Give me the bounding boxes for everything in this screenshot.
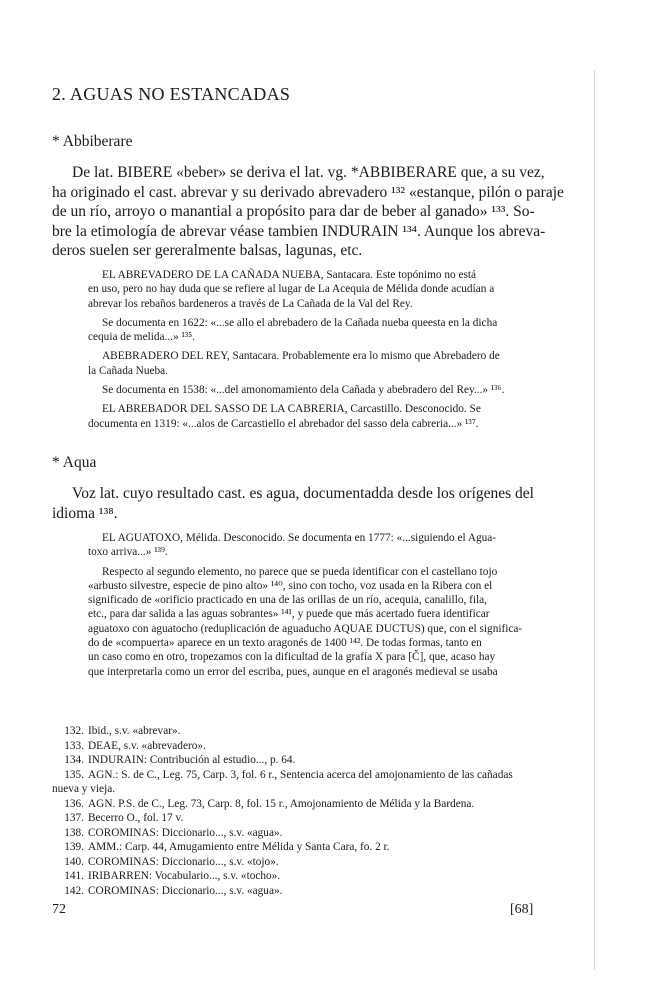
right-margin-rule xyxy=(594,70,595,970)
footnote xyxy=(52,884,542,899)
footnote-number: 136. xyxy=(64,797,84,810)
toponym-line: Respecto al segundo elemento, no parece que se pueda identificar con el castellano tojo xyxy=(102,565,498,578)
toponym-line: abrevar los rebaños bardeneros a través de La Cañada de la Val del Rey. xyxy=(88,297,413,310)
toponym-line: do de «compuerta» aparece en un texto aragonés de 1400 ¹⁴². De todas formas, tanto en xyxy=(88,637,482,650)
section-title: 2. AGUAS NO ESTANCADAS xyxy=(52,84,291,104)
toponym-line: que interpretarla como un error del escriba, pues, aunque en el aragonés medieval se usaba xyxy=(88,665,498,678)
footnote xyxy=(52,724,542,739)
toponym-line: ABEBRADERO DEL REY, Santacara. Probablemente era lo mismo que Abrebadero de xyxy=(102,350,500,363)
footnote-text: DEAE, s.v. «abrevadero». xyxy=(88,739,206,752)
toponym-line: Se documenta en 1538: «...del amonomamiento dela Cañada y abebradero del Rey...» ¹³⁶. xyxy=(102,384,505,397)
footnote-text: Becerro O., fol. 17 v. xyxy=(88,812,184,824)
paragraph-line: Voz lat. cuyo resultado cast. es agua, documentadda desde los orígenes del xyxy=(72,485,534,502)
footnote xyxy=(52,869,542,884)
toponym-line: la Cañada Nueba. xyxy=(88,364,168,377)
page-number-left: 72 xyxy=(52,902,66,917)
footnote-number: 139. xyxy=(64,841,84,853)
toponym-line: significado de «orificio practicado en una de las orillas de un río, acequia, canalillo, fila, xyxy=(88,594,488,607)
footnote-text: IRIBARREN: Vocabulario..., s.v. «tocho». xyxy=(88,870,281,882)
footnote-continuation xyxy=(52,782,542,797)
entry-paragraph-aqua xyxy=(52,484,540,523)
footnote xyxy=(52,826,542,841)
toponym-line: EL ABREVADERO DE LA CAÑADA NUEBA, Santacara. Este topónimo no está xyxy=(102,269,477,281)
paragraph-line: bre la etimología de abrevar véase tambien INDURAIN ¹³⁴. Aunque los abreva- xyxy=(52,222,546,240)
toponym-line: etc., para dar salida a las aguas sobrantes» ¹⁴¹, y puede que más acertado fuera identificar xyxy=(88,608,490,621)
footnote xyxy=(52,811,542,826)
footnote-text: AMM.: Carp. 44, Amugamiento entre Mélida y Santa Cara, fo. 2 r. xyxy=(88,841,390,853)
toponym-line: EL AGUATOXO, Mélida. Desconocido. Se documenta en 1777: «...siguiendo el Agua- xyxy=(102,532,497,544)
footnote xyxy=(52,855,542,870)
footnote-text: AGN.: S. de C., Leg. 75, Carp. 3, fol. 6 r., Sentencia acerca del amojonamiento de las cañadas xyxy=(88,768,513,781)
toponym-line: un caso como en otro, tropezamos con la dificultad de la grafía X para [Č], que, acaso hay xyxy=(88,651,496,664)
footnote-text: COROMINAS: Diccionario..., s.v. «agua». xyxy=(88,826,283,839)
footnote-number: 141. xyxy=(64,870,84,882)
toponym-line: toxo arriva...» ¹³⁹. xyxy=(88,546,168,559)
toponym-line: en uso, pero no hay duda que se refiere al lugar de La Acequia de Mélida donde acudían a xyxy=(88,283,495,296)
paragraph-line: deros suelen ser gereralmente balsas, lagunas, etc. xyxy=(52,242,363,260)
paragraph-line: idioma ¹³⁸. xyxy=(52,504,118,522)
toponym-line: «arbusto silvestre, especie de pino alto» ¹⁴⁰, sino con tocho, voz usada en la Ribera con el xyxy=(88,579,493,592)
footnote xyxy=(52,840,542,855)
footnote-number: 142. xyxy=(64,884,84,897)
footnote-text: COROMINAS: Diccionario..., s.v. «agua». xyxy=(88,884,283,897)
footnote-number: 140. xyxy=(64,855,84,868)
paragraph-line: de un río, arroyo o manantial a propósito para dar de beber al ganado» ¹³³. So- xyxy=(52,203,535,221)
footnote-text: Ibid., s.v. «abrevar». xyxy=(88,725,181,737)
toponym-line: EL ABREBADOR DEL SASSO DE LA CABRERIA, Carcastillo. Desconocido. Se xyxy=(102,403,481,416)
toponym-list-aqua xyxy=(88,531,540,679)
footnote-number: 132. xyxy=(64,725,84,737)
entry-paragraph-abbiberare xyxy=(52,163,564,261)
footnote-number: 135. xyxy=(64,768,84,781)
toponym-list-abbiberare xyxy=(88,268,540,431)
paragraph-line: De lat. BIBERE «beber» se deriva el lat. vg. *ABBIBERARE que, a su vez, xyxy=(72,164,545,181)
footnote-text: INDURAIN: Contribución al estudio..., p. 64. xyxy=(88,754,296,766)
footnote-text: AGN. P.S. de C., Leg. 73, Carp. 8, fol. 15 r., Amojonamiento de Mélida y la Bardena. xyxy=(88,797,475,810)
footnote xyxy=(52,768,542,783)
footnote xyxy=(52,753,542,768)
toponym-line: cequia de melida...» ¹³⁵. xyxy=(88,331,196,344)
toponym-line: Se documenta en 1622: «...se allo el abrebadero de la Cañada nueba queesta en la dicha xyxy=(102,316,498,329)
footnotes xyxy=(52,724,542,898)
footnote-text: nueva y vieja. xyxy=(52,783,116,795)
entry-heading-aqua: * Aqua xyxy=(52,454,97,471)
paragraph-line: ha originado el cast. abrevar y su derivado abrevadero ¹³² «estanque, pilón o paraje xyxy=(52,183,564,201)
page-number-right: [68] xyxy=(510,902,534,917)
footnote xyxy=(52,739,542,754)
footnote-number: 137. xyxy=(64,812,84,824)
footnote-number: 133. xyxy=(64,739,84,752)
toponym-line: documenta en 1319: «...alos de Carcastiello el abrebador del sasso dela cabreria...» ¹³⁷. xyxy=(88,417,479,430)
footnote xyxy=(52,797,542,812)
footnote-text: COROMINAS: Diccionario..., s.v. «tojo». xyxy=(88,855,279,868)
entry-heading-abbiberare: * Abbiberare xyxy=(52,133,133,150)
footnote-number: 138. xyxy=(64,826,84,839)
toponym-line: aguatoxo con aguatocho (reduplicación de aguaducho AQUAE DUCTUS) que, con el significa- xyxy=(88,622,523,635)
footnote-number: 134. xyxy=(64,754,84,766)
